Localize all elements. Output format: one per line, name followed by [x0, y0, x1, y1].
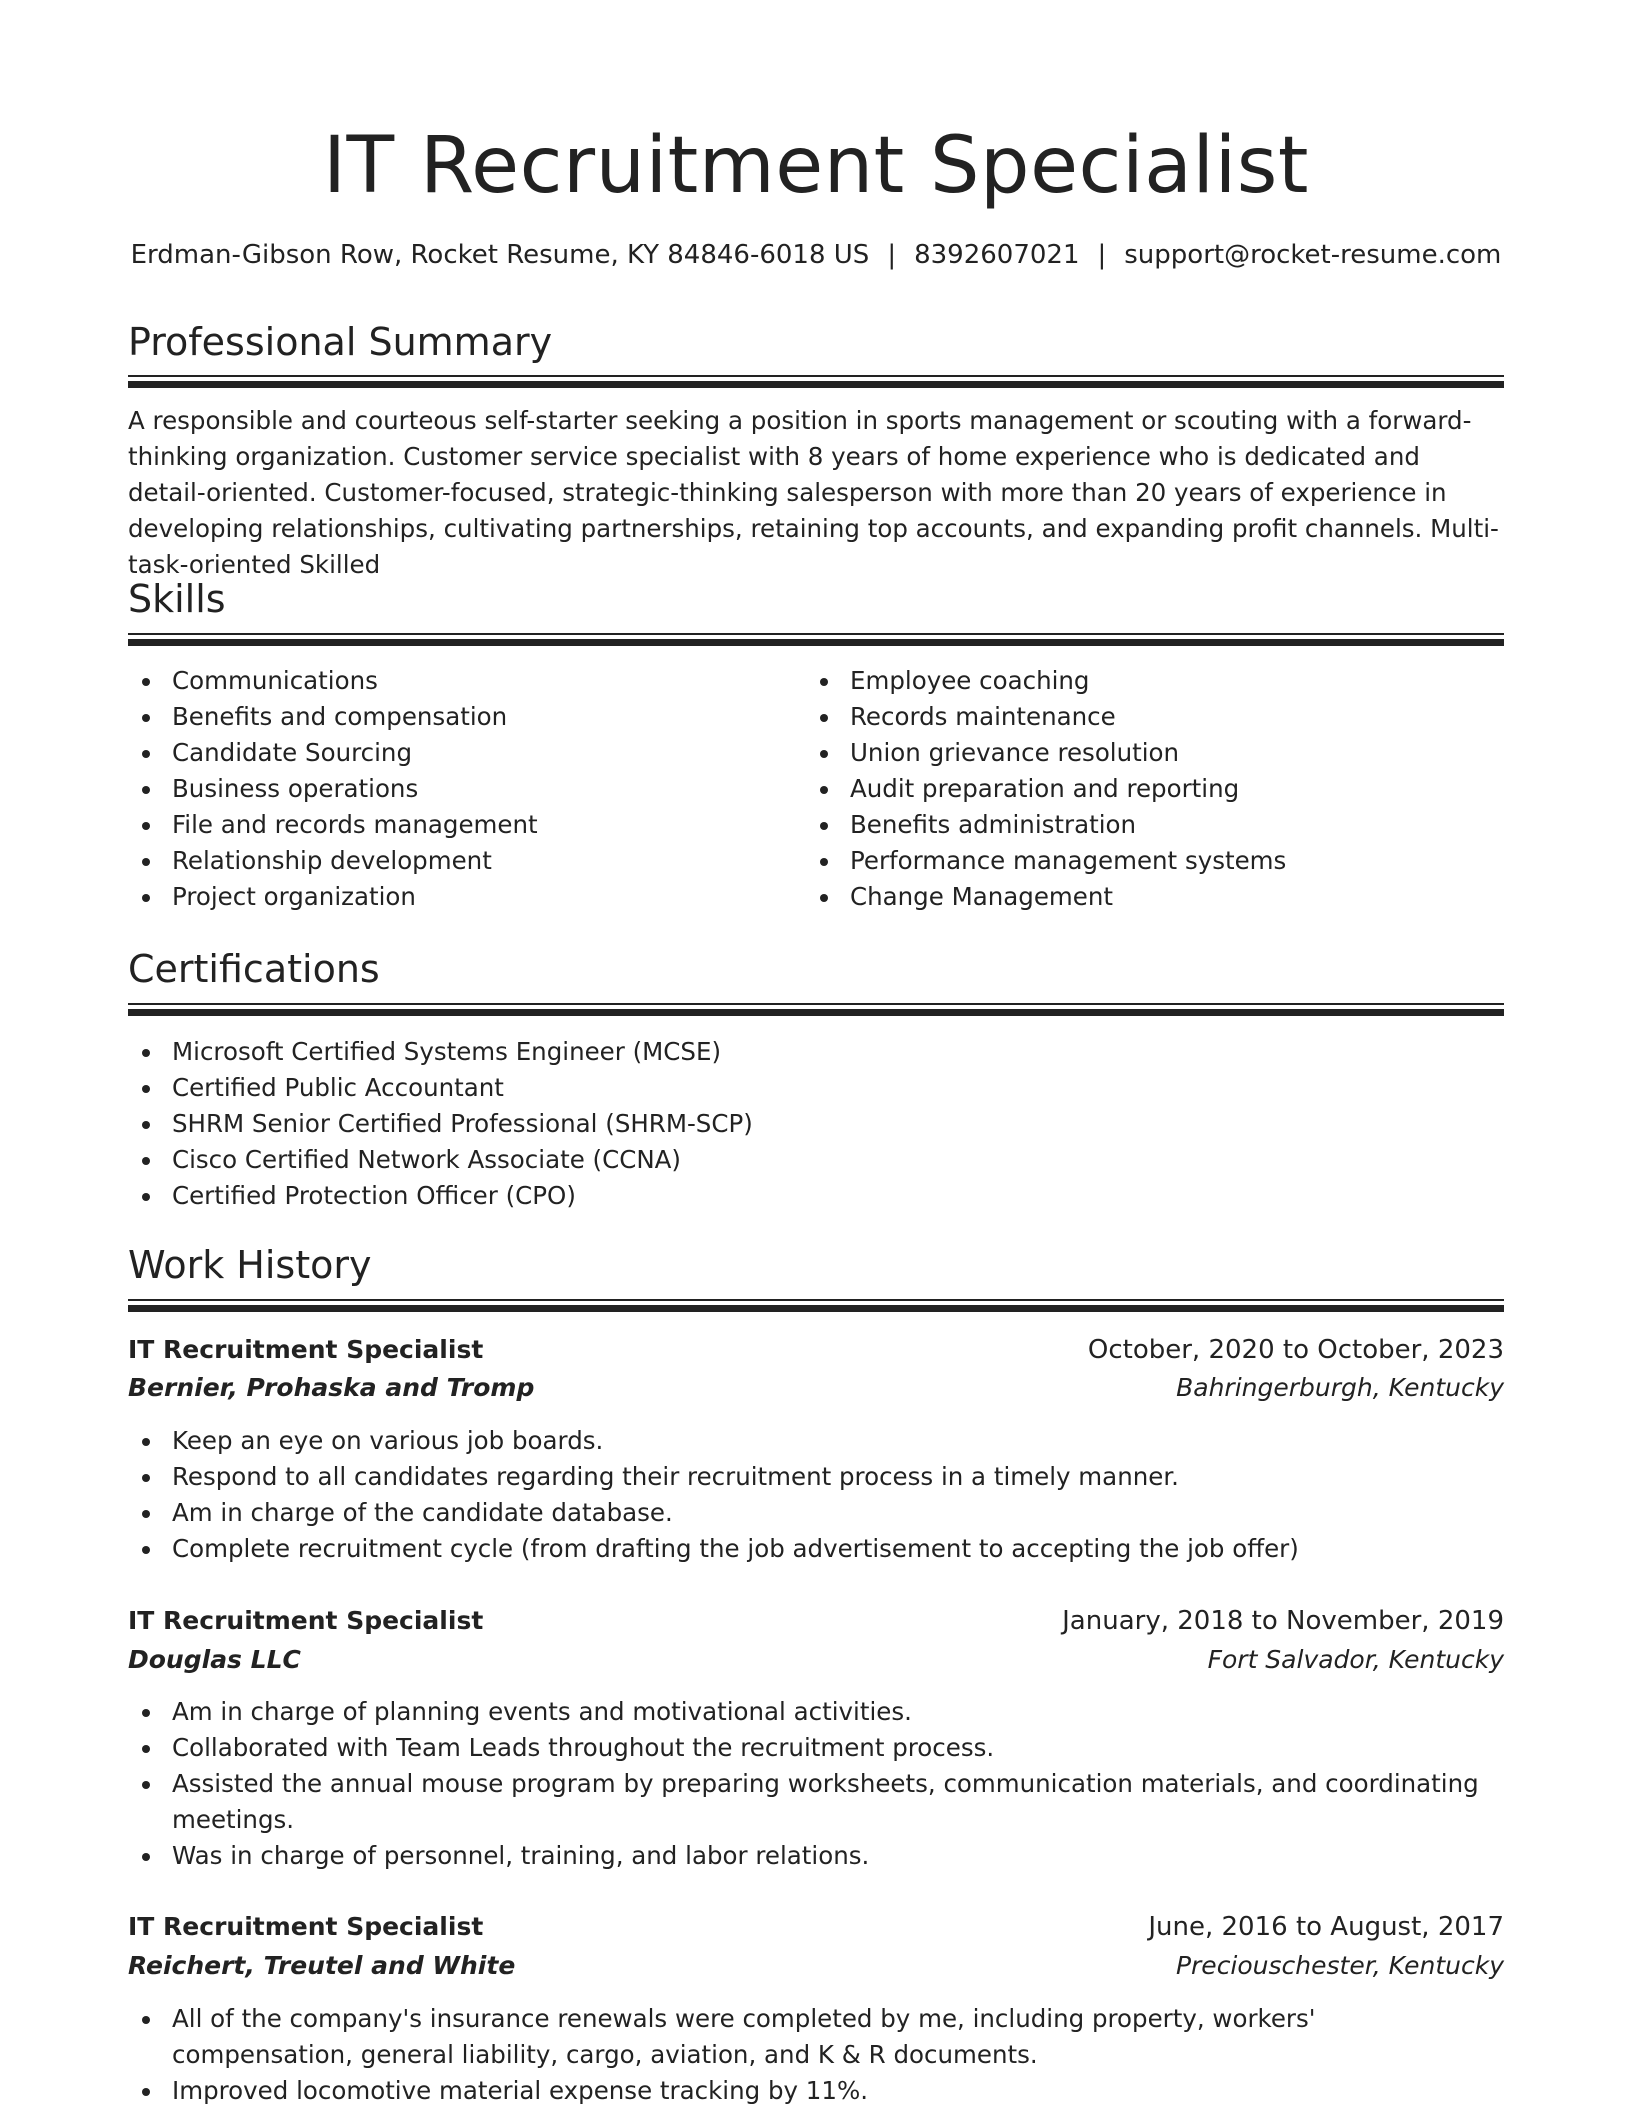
job-bullet: Am in charge of planning events and motivational activities. — [172, 1694, 1504, 1730]
job-header — [128, 1602, 1504, 1640]
section-divider — [128, 1003, 1504, 1016]
skill-item: Benefits and compensation — [172, 699, 802, 735]
job-bullets — [128, 2001, 1504, 2109]
job-bullet: All of the company's insurance renewals were completed by me, including property, workers' compensation, general liability, cargo, aviation, and K & R documents. — [172, 2001, 1504, 2073]
job-subheader — [128, 1369, 1504, 1407]
skill-item: Project organization — [172, 879, 802, 915]
certification-item: Cisco Certified Network Associate (CCNA) — [172, 1142, 1504, 1178]
skill-item: Employee coaching — [850, 663, 1504, 699]
summary-text: A responsible and courteous self-starter seeking a position in sports management or scouting with a forward-thinking organization. Customer service specialist with 8 years of home experience who is dedicated and detail-oriented. Customer-focused, strategic-thinking salesperson with more than 20 years of experience in developing relationships, cultivating partnerships, retaining top accounts, and expanding profit channels. Multi-task-oriented Skilled — [128, 406, 1499, 579]
skill-item: Audit preparation and reporting — [850, 771, 1504, 807]
certifications-heading: Certifications — [128, 947, 380, 991]
job-bullet: Collaborated with Team Leads throughout the recruitment process. — [172, 1730, 1504, 1766]
job-bullet: Respond to all candidates regarding their recruitment process in a timely manner. — [172, 1459, 1504, 1495]
skills-heading: Skills — [128, 577, 226, 621]
contact-separator: | — [1097, 240, 1107, 270]
summary-heading: Professional Summary — [128, 320, 553, 364]
section-divider — [128, 375, 1504, 388]
job-bullet: Complete recruitment cycle (from drafting the job advertisement to accepting the job offer) — [172, 1531, 1504, 1567]
contact-email: support@rocket-resume.com — [1124, 240, 1502, 270]
job-title: IT Recruitment Specialist — [128, 1335, 484, 1364]
skill-item: Union grievance resolution — [850, 735, 1504, 771]
job-bullet: Improved locomotive material expense tracking by 11%. — [172, 2073, 1504, 2109]
job-location: Fort Salvador, Kentucky — [1207, 1645, 1504, 1674]
skill-item: Relationship development — [172, 843, 802, 879]
job-dates: October, 2020 to October, 2023 — [1087, 1335, 1504, 1365]
job-bullets — [128, 1423, 1504, 1567]
certification-item: SHRM Senior Certified Professional (SHRM-SCP) — [172, 1106, 1504, 1142]
skill-item: Benefits administration — [850, 807, 1504, 843]
section-divider — [128, 1299, 1504, 1312]
section-divider — [128, 633, 1504, 646]
job-title: IT Recruitment Specialist — [128, 1606, 484, 1635]
job-subheader — [128, 1641, 1504, 1679]
job-dates: January, 2018 to November, 2019 — [1062, 1606, 1504, 1636]
skill-item: Business operations — [172, 771, 802, 807]
job-bullets — [128, 1694, 1504, 1874]
job-header — [128, 1331, 1504, 1369]
contact-line — [128, 237, 1504, 273]
job-title: IT Recruitment Specialist — [128, 1912, 484, 1941]
certification-item: Microsoft Certified Systems Engineer (MCSE) — [172, 1034, 1504, 1070]
skills-list-right — [806, 663, 1504, 915]
work-history-heading: Work History — [128, 1243, 372, 1287]
job-bullet: Was in charge of personnel, training, and labor relations. — [172, 1838, 1504, 1874]
certification-item: Certified Protection Officer (CPO) — [172, 1178, 1504, 1214]
job-company: Bernier, Prohaska and Tromp — [128, 1373, 535, 1402]
job-bullet: Keep an eye on various job boards. — [172, 1423, 1504, 1459]
job-company: Douglas LLC — [128, 1645, 301, 1674]
job-location: Bahringerburgh, Kentucky — [1176, 1373, 1504, 1402]
skill-item: Change Management — [850, 879, 1504, 915]
job-header — [128, 1908, 1504, 1946]
job-location: Preciouschester, Kentucky — [1175, 1951, 1504, 1980]
certifications-list — [128, 1034, 1504, 1214]
skill-item: Communications — [172, 663, 802, 699]
certification-item: Certified Public Accountant — [172, 1070, 1504, 1106]
skills-list-left — [128, 663, 802, 915]
skill-item: File and records management — [172, 807, 802, 843]
resume-title: IT Recruitment Specialist — [323, 121, 1309, 211]
skill-item: Records maintenance — [850, 699, 1504, 735]
job-dates: June, 2016 to August, 2017 — [1148, 1912, 1504, 1942]
job-company: Reichert, Treutel and White — [128, 1951, 516, 1980]
contact-separator: | — [887, 240, 897, 270]
job-bullet: Assisted the annual mouse program by preparing worksheets, communication materials, and coordinating meetings. — [172, 1766, 1504, 1838]
skill-item: Candidate Sourcing — [172, 735, 802, 771]
contact-phone: 8392607021 — [914, 240, 1080, 270]
skill-item: Performance management systems — [850, 843, 1504, 879]
job-bullet: Am in charge of the candidate database. — [172, 1495, 1504, 1531]
job-subheader — [128, 1947, 1504, 1985]
contact-address: Erdman-Gibson Row, Rocket Resume, KY 84846-6018 US — [130, 240, 870, 270]
